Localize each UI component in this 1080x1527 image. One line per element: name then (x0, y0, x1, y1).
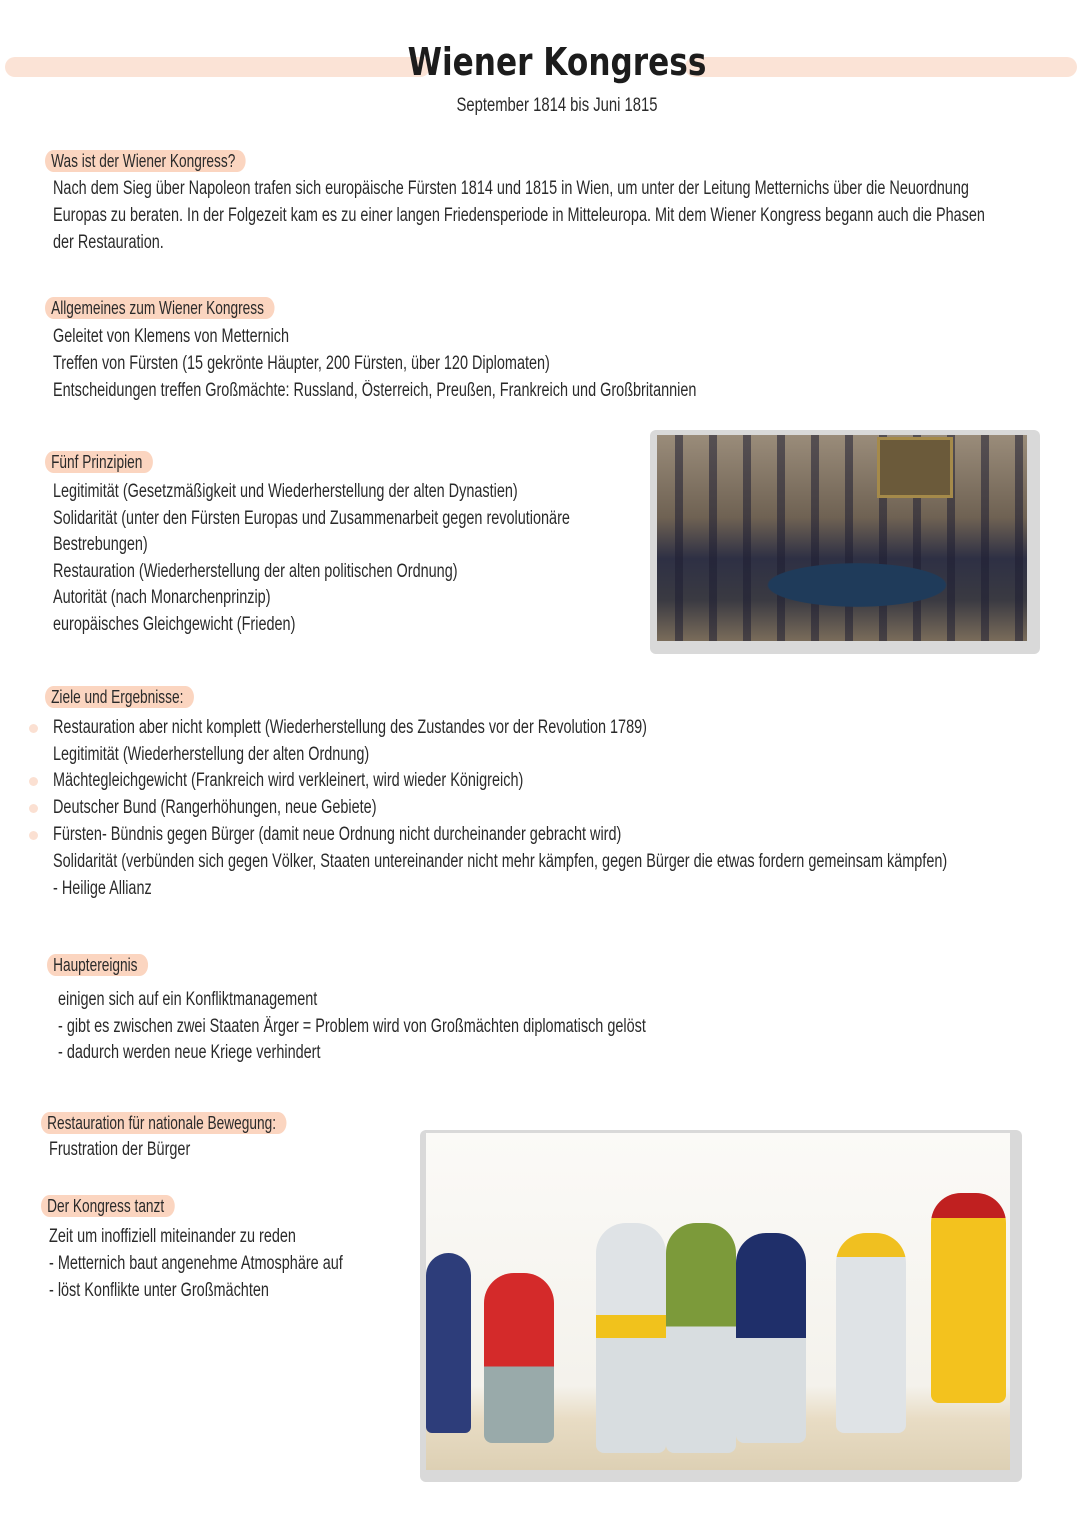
page-title: Wiener Kongress (407, 40, 707, 84)
section-heading: Hauptereignis (47, 954, 148, 976)
text-line: Frustration der Bürger (49, 1139, 191, 1160)
text-line: Solidarität (unter den Fürsten Europas und Zusammenarbeit gegen revolutionäre (53, 508, 570, 529)
text-line: - gibt es zwischen zwei Staaten Ärger = Problem wird von Großmächten diplomatisch gelöst (58, 1016, 646, 1037)
section-heading: Der Kongress tanzt (41, 1195, 175, 1217)
text-line: Autorität (nach Monarchenprinzip) (53, 587, 271, 608)
text-line: Zeit um inoffiziell miteinander zu reden (49, 1226, 296, 1247)
section-heading: Allgemeines zum Wiener Kongress (45, 297, 275, 319)
text-line: - dadurch werden neue Kriege verhindert (58, 1042, 321, 1063)
cartoon-figure (931, 1193, 1006, 1403)
cartoon-figure (836, 1233, 906, 1433)
text-line: europäisches Gleichgewicht (Frieden) (53, 614, 296, 635)
text-line: Deutscher Bund (Rangerhöhungen, neue Gebiete) (53, 797, 377, 818)
text-line: Treffen von Fürsten (15 gekrönte Häupter, 200 Fürsten, über 120 Diplomaten) (53, 353, 550, 374)
bullet-dot (29, 724, 38, 733)
text-line: einigen sich auf ein Konfliktmanagement (58, 989, 318, 1010)
text-line: Europas zu beraten. In der Folgezeit kam es zu einer langen Friedensperiode in Mitteleuropa. Mit dem Wiener Kongress begann auch die Phasen (53, 205, 985, 226)
text-line: - löst Konflikte unter Großmächten (49, 1280, 269, 1301)
text-line: Restauration (Wiederherstellung der alten politischen Ordnung) (53, 561, 458, 582)
text-line: Legitimität (Gesetzmäßigkeit und Wiederherstellung der alten Dynastien) (53, 481, 518, 502)
bullet-dot (29, 777, 38, 786)
cartoon-figure (596, 1223, 666, 1453)
cartoon-figure (666, 1223, 736, 1453)
section-heading: Restauration für nationale Bewegung: (41, 1112, 287, 1134)
text-line: - Heilige Allianz (53, 878, 152, 899)
cartoon-figure (736, 1233, 806, 1443)
bullet-dot (29, 831, 38, 840)
text-line: Bestrebungen) (53, 534, 148, 555)
text-line: Restauration aber nicht komplett (Wiederherstellung des Zustandes vor der Revolution 1789) (53, 717, 647, 738)
text-line: Solidarität (verbünden sich gegen Völker, Staaten untereinander nicht mehr kämpfen, gegen Bürger die etwas fordern gemeinsam kämpfen) (53, 851, 948, 872)
text-line: Fürsten- Bündnis gegen Bürger (damit neue Ordnung nicht durcheinander gebracht wird) (53, 824, 622, 845)
text-line: der Restauration. (53, 232, 164, 253)
painting-frame (877, 437, 953, 498)
text-line: Entscheidungen treffen Großmächte: Russland, Österreich, Preußen, Frankreich und Großbritannien (53, 380, 697, 401)
congress-painting-image (657, 435, 1027, 641)
text-line: Geleitet von Klemens von Metternich (53, 326, 289, 347)
section-heading: Was ist der Wiener Kongress? (45, 150, 246, 172)
dancing-congress-cartoon-image (426, 1133, 1010, 1470)
cartoon-figure (426, 1253, 471, 1433)
text-line: Nach dem Sieg über Napoleon trafen sich europäische Fürsten 1814 und 1815 in Wien, um unter der Leitung Metternichs über die Neuordnung (53, 178, 969, 199)
text-line: - Metternich baut angenehme Atmosphäre auf (49, 1253, 343, 1274)
section-heading: Fünf Prinzipien (45, 451, 153, 473)
cartoon-figure (484, 1273, 554, 1443)
section-heading: Ziele und Ergebnisse: (45, 686, 194, 708)
bullet-dot (29, 804, 38, 813)
page-subtitle: September 1814 bis Juni 1815 (456, 95, 658, 116)
text-line: Mächtegleichgewicht (Frankreich wird verkleinert, wird wieder Königreich) (53, 770, 524, 791)
text-line: Legitimität (Wiederherstellung der alten Ordnung) (53, 744, 370, 765)
